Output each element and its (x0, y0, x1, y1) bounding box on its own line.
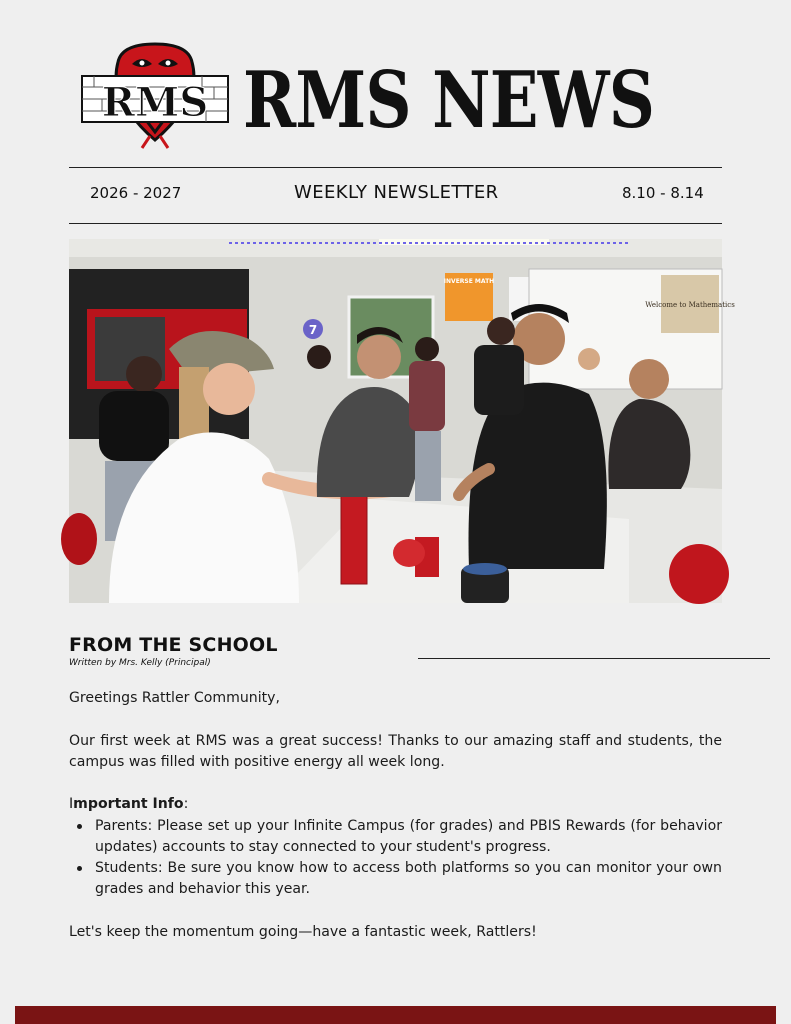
important-info-label (69, 794, 722, 815)
table-number: 7 (308, 323, 318, 337)
inverse-math-sign: INVERSE MATH (443, 278, 495, 285)
important-info-heading: mportant Info (73, 796, 184, 812)
greeting: Greetings Rattler Community, (69, 690, 280, 706)
masthead-bottom-rule (69, 223, 722, 224)
list-item: Students: Be sure you know how to access both platforms so you can monitor your own grades and behavior this year. (69, 858, 722, 900)
list-item: Parents: Please set up your Infinite Campus (for grades) and PBIS Rewards (for behavior updates) accounts to stay connected to your student's progress. (69, 816, 722, 858)
masthead-top-rule (69, 167, 722, 168)
classroom-photo (69, 239, 735, 603)
newsletter-title: RMS NEWS (243, 55, 655, 146)
welcome-sign-text: Welcome to Mathematics (645, 301, 735, 309)
logo-text: RMS (101, 79, 209, 126)
newsletter-label: WEEKLY NEWSLETTER (294, 182, 499, 203)
intro-paragraph: Our first week at RMS was a great success! Thanks to our amazing staff and students, the campus was filled with positive energy all week long. (69, 733, 722, 770)
closing-line: Let's keep the momentum going—have a fantastic week, Rattlers! (69, 924, 537, 940)
school-year: 2026 - 2027 (90, 184, 182, 202)
important-info-initial: I (69, 796, 74, 812)
important-info-colon: : (183, 796, 189, 812)
date-range: 8.10 - 8.14 (622, 184, 704, 202)
rms-rattler-logo (80, 40, 230, 150)
heading-rule (418, 658, 770, 659)
section-heading: FROM THE SCHOOL (69, 634, 278, 656)
byline: Written by Mrs. Kelly (Principal) (69, 658, 211, 668)
footer-bar (15, 1006, 776, 1024)
important-info-list (69, 816, 722, 900)
